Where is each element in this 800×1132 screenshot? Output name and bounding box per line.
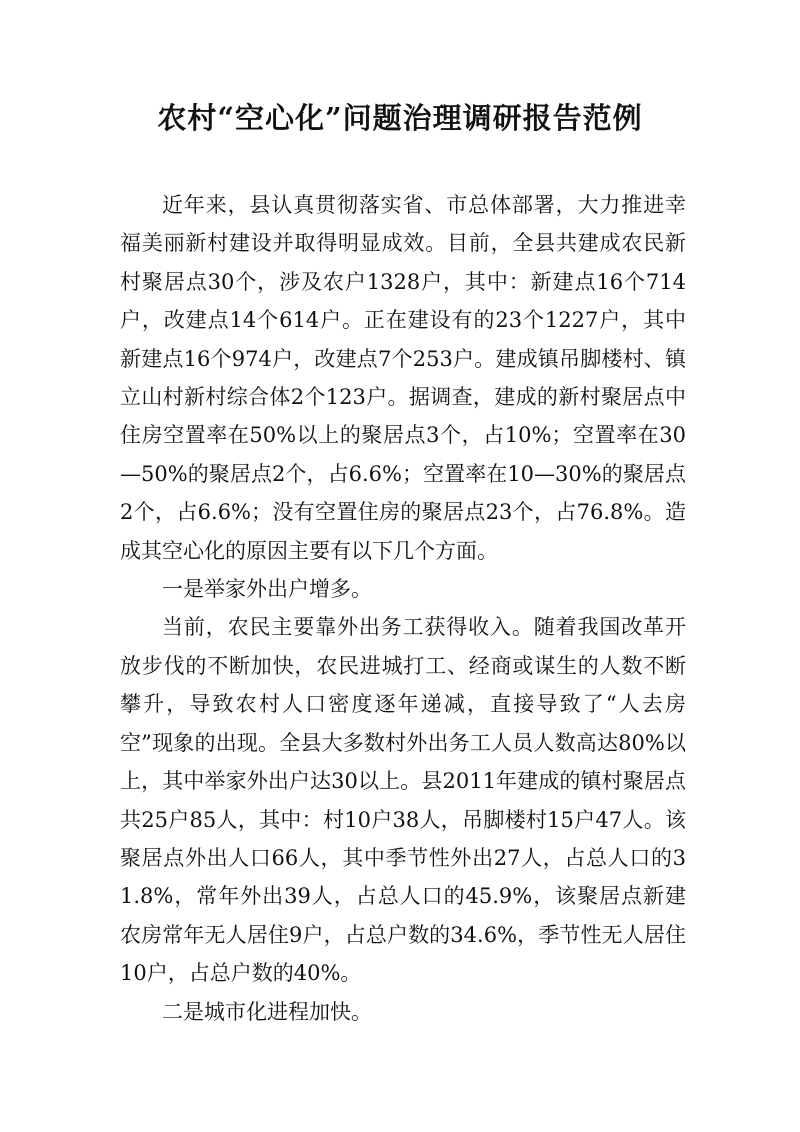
document-body [120, 186, 686, 1031]
paragraph-intro: 近年来，县认真贯彻落实省、市总体部署，大力推进幸福美丽新村建设并取得明显成效。目前，全县共建成农民新村聚居点30个，涉及农户1328户，其中：新建点16个714户，改建点14个614户。正在建设有的23个1227户，其中新建点16个974户，改建点7个253户。建成镇吊脚楼村、镇立山村新村综合体2个123户。据调查，建成的新村聚居点中住房空置率在50%以上的聚居点3个，占10%；空置率在30—50%的聚居点2个，占6.6%；空置率在10—30%的聚居点2个，占6.6%；没有空置住房的聚居点23个，占76.8%。造成其空心化的原因主要有以下几个方面。 [120, 193, 686, 563]
paragraph-migration: 当前，农民主要靠外出务工获得收入。随着我国改革开放步伐的不断加快，农民进城打工、经商或谋生的人数不断攀升，导致农村人口密度逐年递减，直接导致了“人去房空”现象的出现。全县大多数村外出务工人员人数高达80%以上，其中举家外出户达30以上。县2011年建成的镇村聚居点共25户85人，其中：村10户38人，吊脚楼村15户47人。该聚居点外出人口66人，其中季节性外出27人，占总人口的31.8%，常年外出39人，占总人口的45.9%，该聚居点新建农房常年无人居住9户，占总户数的34.6%，季节性无人居住10户，占总户数的40%。 [120, 615, 686, 986]
document-title: 农村“空心化”问题治理调研报告范例 [157, 101, 643, 135]
paragraph-heading-two: 二是城市化进程加快。 [162, 999, 372, 1024]
paragraph-heading-one: 一是举家外出户增多。 [162, 577, 372, 602]
